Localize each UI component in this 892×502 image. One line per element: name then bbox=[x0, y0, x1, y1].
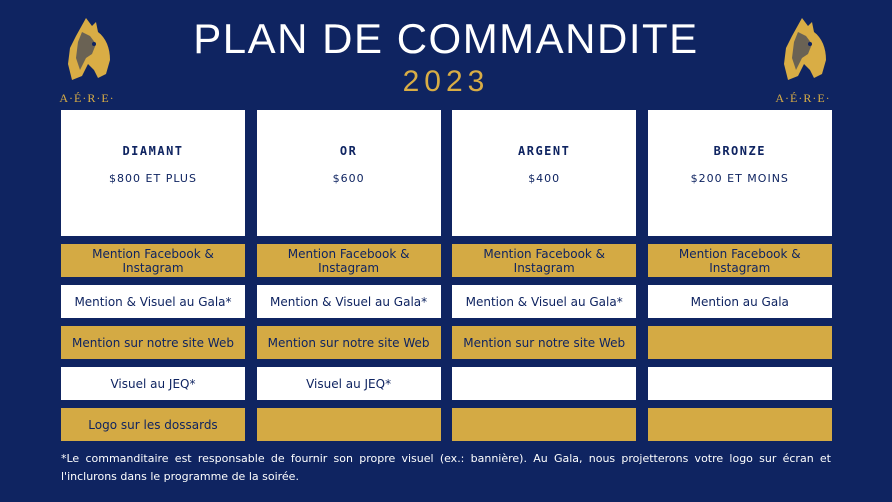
benefit-cell: Mention sur notre site Web bbox=[257, 326, 441, 359]
tier-card-argent bbox=[452, 110, 636, 236]
benefit-cell bbox=[452, 367, 636, 400]
benefit-cell bbox=[648, 326, 832, 359]
benefit-cell bbox=[452, 408, 636, 441]
tier-name: OR bbox=[339, 144, 358, 158]
page-title: PLAN DE COMMANDITE bbox=[193, 15, 699, 62]
benefit-cell bbox=[257, 408, 441, 441]
benefit-cell: Mention Facebook & Instagram bbox=[61, 244, 245, 277]
tier-card-diamant bbox=[61, 110, 245, 236]
tier-name: DIAMANT bbox=[122, 144, 184, 158]
tier-name: BRONZE bbox=[713, 144, 766, 158]
benefit-cell: Mention au Gala bbox=[648, 285, 832, 318]
tier-price: $400 bbox=[528, 172, 561, 185]
benefit-cell: Logo sur les dossards bbox=[61, 408, 245, 441]
brand-text: A·É·R·E· bbox=[775, 91, 831, 105]
tier-name: ARGENT bbox=[518, 144, 571, 158]
tier-card-bronze bbox=[648, 110, 832, 236]
tier-price: $800 ET PLUS bbox=[109, 172, 197, 185]
benefit-cell: Mention & Visuel au Gala* bbox=[61, 285, 245, 318]
benefit-cell: Mention & Visuel au Gala* bbox=[257, 285, 441, 318]
page-year: 2023 bbox=[402, 65, 490, 98]
benefit-cell: Mention sur notre site Web bbox=[452, 326, 636, 359]
footnote: *Le commanditaire est responsable de fournir son propre visuel (ex.: bannière). Au Gala, nous projetterons votre logo sur écran et l'inclurons dans le programme de la soirée. bbox=[61, 452, 831, 483]
sponsorship-grid bbox=[61, 110, 832, 441]
benefit-cell bbox=[648, 408, 832, 441]
tier-price: $200 ET MOINS bbox=[690, 172, 789, 185]
tier-price: $600 bbox=[332, 172, 365, 185]
tier-card-or bbox=[257, 110, 441, 236]
benefit-cell: Mention Facebook & Instagram bbox=[452, 244, 636, 277]
benefit-cell: Visuel au JEQ* bbox=[257, 367, 441, 400]
benefit-cell bbox=[648, 367, 832, 400]
benefit-cell: Mention Facebook & Instagram bbox=[648, 244, 832, 277]
benefit-cell: Mention & Visuel au Gala* bbox=[452, 285, 636, 318]
benefit-cell: Visuel au JEQ* bbox=[61, 367, 245, 400]
benefit-cell: Mention Facebook & Instagram bbox=[257, 244, 441, 277]
benefit-cell: Mention sur notre site Web bbox=[61, 326, 245, 359]
brand-text: A·É·R·E· bbox=[59, 91, 115, 105]
